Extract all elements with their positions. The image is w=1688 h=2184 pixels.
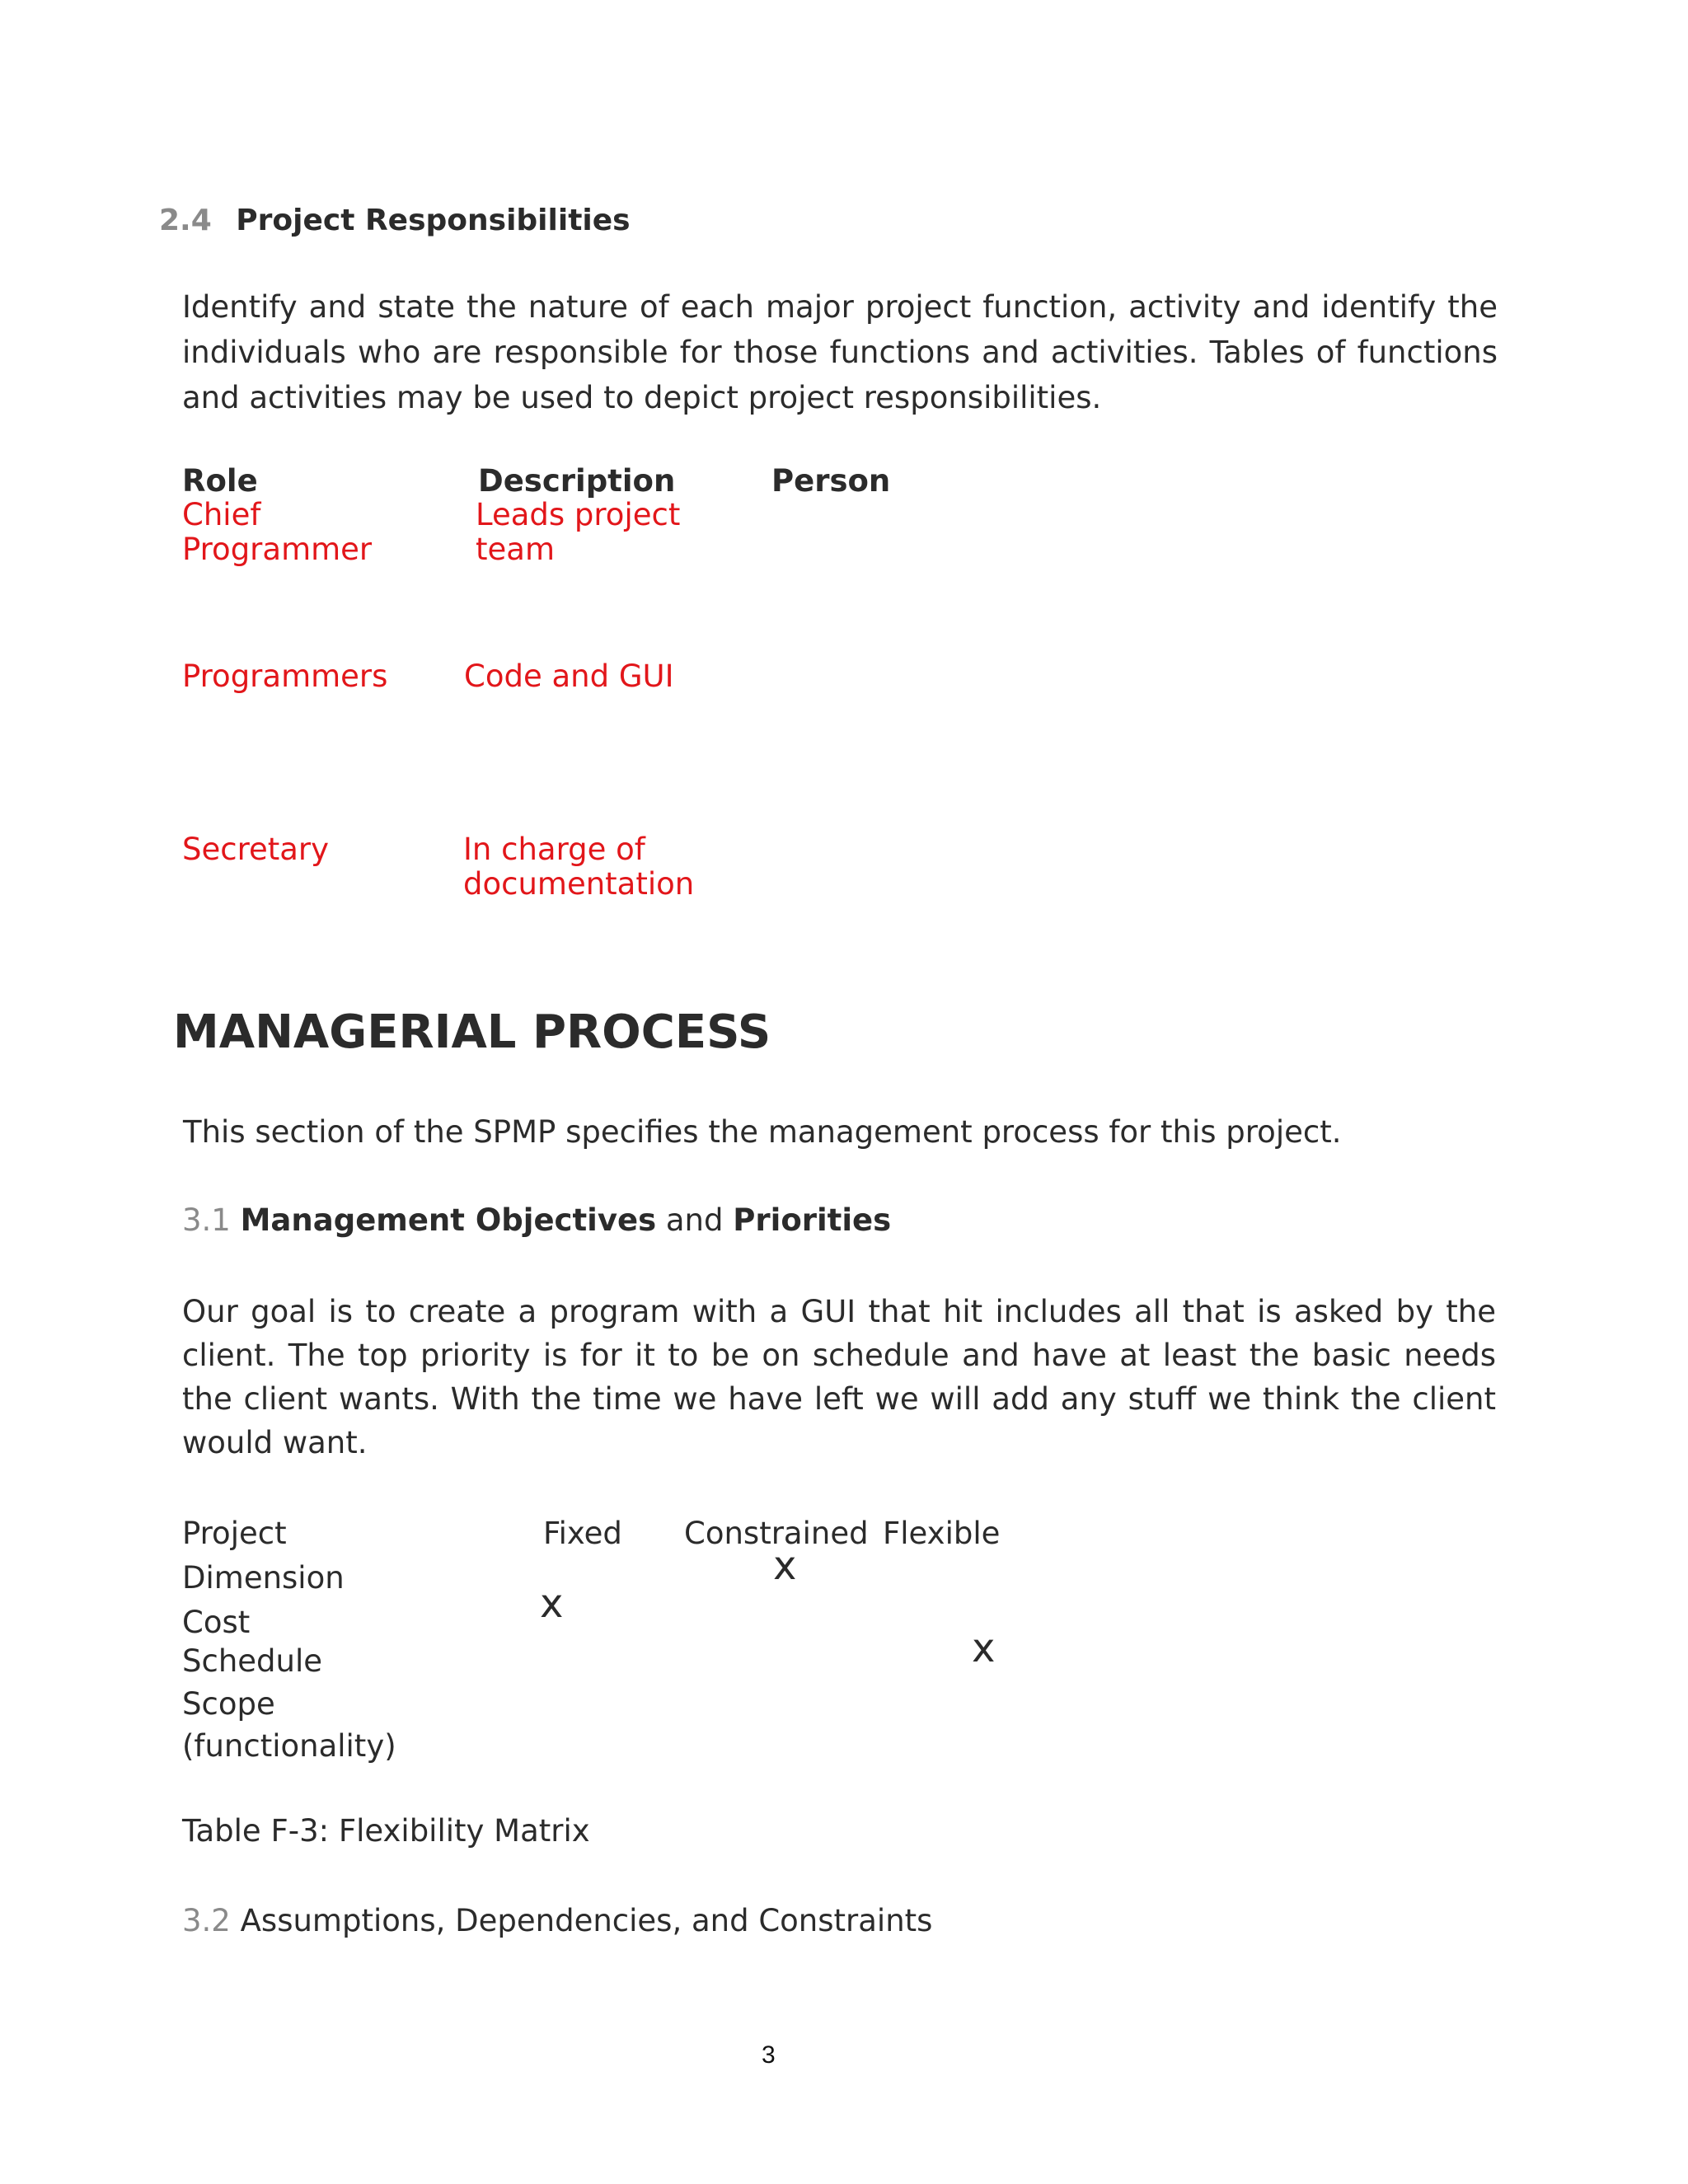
header-role: Role (182, 463, 258, 499)
desc-chief-line2: team (476, 532, 555, 567)
matrix-header-fixed: Fixed (543, 1516, 622, 1551)
desc-secretary-line1: In charge of (463, 832, 645, 867)
section-number: 3.1 (182, 1202, 231, 1238)
desc-secretary-line2: documentation (463, 866, 695, 902)
role-chief-line1: Chief (182, 497, 261, 532)
page-number: 3 (762, 2041, 776, 2069)
matrix-dimension-label: Dimension (182, 1560, 345, 1596)
managerial-process-heading: MANAGERIAL PROCESS (173, 1005, 771, 1059)
section-3-1-heading (182, 1199, 891, 1242)
section-title-part2: Priorities (733, 1202, 892, 1238)
objectives-paragraph: Our goal is to create a program with a GUI that hit includes all that is asked by the client. The top priority is for it to be on schedule and have at least the basic needs the client wants. With the time we have left we will add any stuff we think the client would want. (182, 1294, 1496, 1460)
matrix-row-cost: Cost (182, 1605, 251, 1640)
matrix-row-scope-detail: (functionality) (182, 1728, 396, 1764)
matrix-header-project: Project (182, 1516, 287, 1551)
section-number: 2.4 (159, 204, 212, 237)
matrix-row-scope: Scope (182, 1686, 275, 1722)
managerial-process-intro: This section of the SPMP specifies the management process for this project. (183, 1114, 1342, 1150)
section-2-4-heading (159, 200, 631, 241)
desc-chief-line1: Leads project (476, 497, 681, 532)
role-programmers: Programmers (182, 658, 388, 694)
matrix-row-schedule: Schedule (182, 1643, 323, 1679)
section-title: Project Responsibilities (236, 204, 631, 237)
matrix-mark-constrained: x (773, 1543, 797, 1589)
section-3-2-heading (182, 1900, 932, 1943)
section-number: 3.2 (182, 1903, 231, 1938)
table-caption: Table F-3: Flexibility Matrix (182, 1813, 590, 1849)
header-description: Description (478, 463, 676, 499)
matrix-mark-fixed: x (540, 1581, 564, 1627)
responsibilities-paragraph: Identify and state the nature of each major project function, activity and identify the individuals who are responsible for those functions and activities. Tables of functions and activities may be used to depict project responsibilities. (182, 289, 1498, 415)
role-chief-line2: Programmer (182, 532, 373, 567)
section-title-part1: Management Objectives (240, 1202, 657, 1238)
header-person: Person (771, 463, 891, 499)
matrix-mark-flexible: x (972, 1625, 996, 1671)
role-secretary: Secretary (182, 832, 330, 867)
section-title-connector: and (665, 1202, 724, 1238)
matrix-header-constrained: Constrained (684, 1516, 869, 1551)
desc-programmers: Code and GUI (464, 658, 674, 694)
matrix-header-flexible: Flexible (883, 1516, 1001, 1551)
section-title: Assumptions, Dependencies, and Constraints (240, 1903, 933, 1938)
